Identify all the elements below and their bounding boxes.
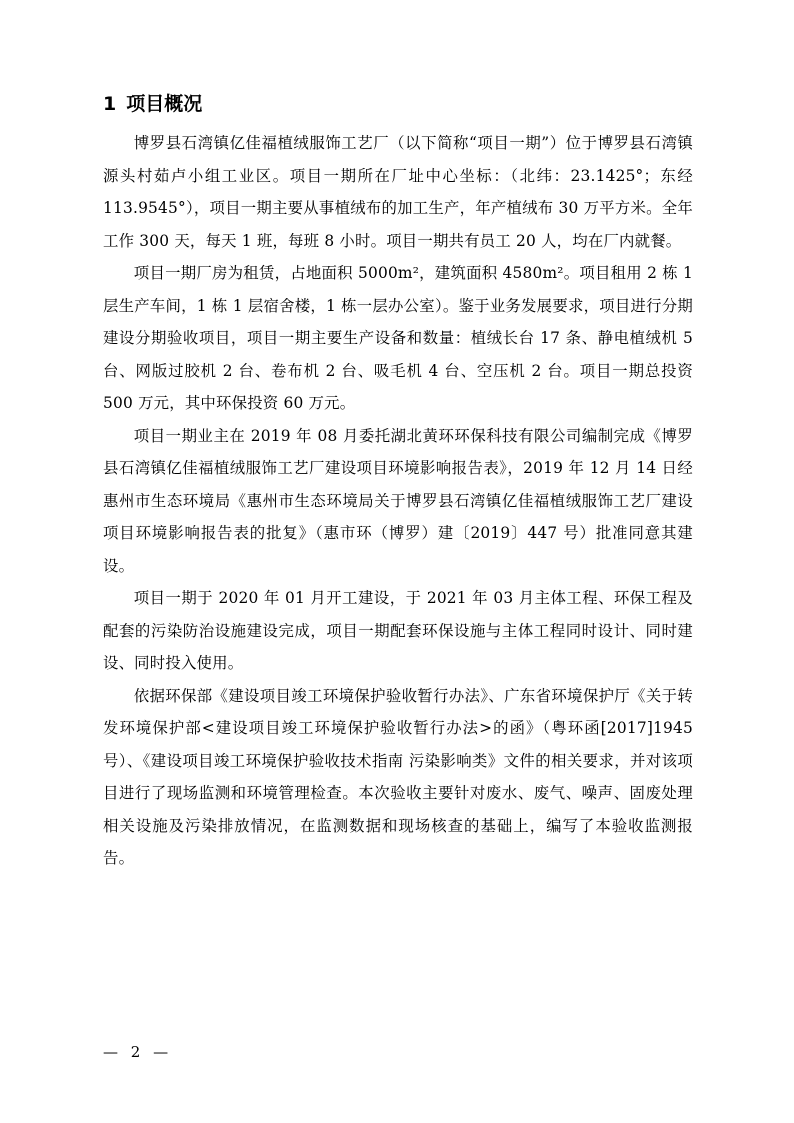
section-title: 项目概况 (126, 93, 203, 115)
page-number: — 2 — (103, 1043, 173, 1061)
paragraph-project-location: 博罗县石湾镇亿佳福植绒服饰工艺厂（以下简称“项目一期”）位于博罗县石湾镇源头村茹卢小组工业区。项目一期所在厂址中心坐标：（北纬：23.1425°；东经113.9545°），项目一期主要从事植绒布的加工生产，年产植绒布 30 万平方米。全年工作 300 天，每天 1 班，每班 8 小时。项目一期共有员工 20 人，均在厂内就餐。 (103, 134, 693, 250)
paragraph-acceptance-basis: 依据环保部《建设项目竣工环境保护验收暂行办法》、广东省环境保护厅《关于转发环境保护部<建设项目竣工环境保护验收暂行办法>的函》（粤环函[2017]1945 号）、《建设项目竣工环境保护验收技术指南 污染影响类》文件的相关要求，并对该项目进行了现场监测和环境管理检查。本次验收主要针对废水、废气、噪声、固废处理相关设施及污染排放情况，在监测数据和现场核查的基础上，编写了本验收监测报告。 (103, 686, 693, 867)
section-heading (103, 91, 202, 117)
paragraph-construction-timeline: 项目一期于 2020 年 01 月开工建设，于 2021 年 03 月主体工程、环保工程及配套的污染防治设施建设完成，项目一期配套环保设施与主体工程同时设计、同时建设、同时投入使用。 (103, 589, 693, 672)
section-number: 1 (103, 93, 117, 115)
paragraph-plant-equipment: 项目一期厂房为租赁，占地面积 5000m²，建筑面积 4580m²。项目租用 2 栋 1 层生产车间，1 栋 1 层宿舍楼，1 栋一层办公室）。鉴于业务发展要求，项目进行分期建设分期验收项目，项目一期主要生产设备和数量：植绒长台 17 条、静电植绒机 5 台、网版过胶机 2 台、卷布机 2 台、吸毛机 4 台、空压机 2 台。项目一期总投资 500 万元，其中环保投资 60 万元。 (103, 264, 693, 412)
body-text (103, 127, 693, 875)
paragraph-eia-approval: 项目一期业主在 2019 年 08 月委托湖北黄环环保科技有限公司编制完成《博罗县石湾镇亿佳福植绒服饰工艺厂建设项目环境影响报告表》，2019 年 12 月 14 日经惠州市生态环境局《惠州市生态环境局关于博罗县石湾镇亿佳福植绒服饰工艺厂建设项目环境影响报告表的批复》（惠市环（博罗）建〔2019〕447 号）批准同意其建设。 (103, 426, 693, 575)
